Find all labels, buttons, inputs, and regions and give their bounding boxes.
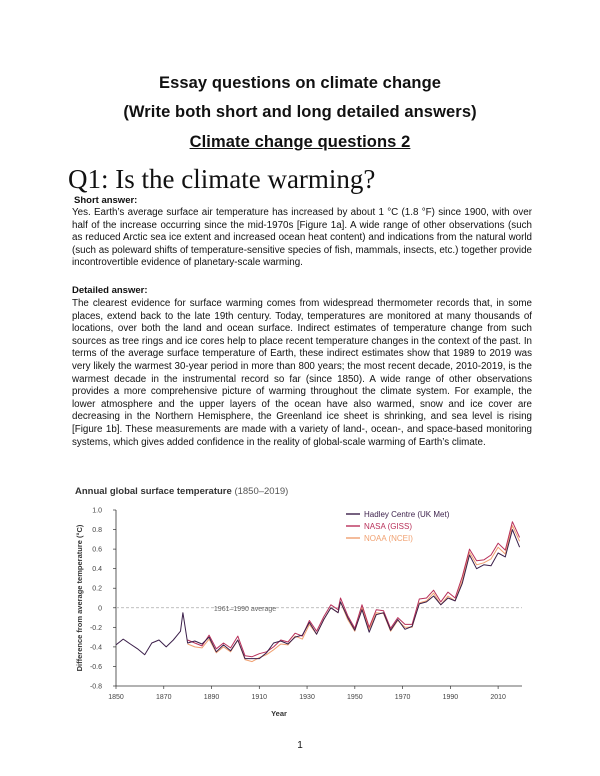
chart-subtitle: (1850–2019) [234,486,289,497]
question-title: Q1: Is the climate warming? [68,164,376,194]
x-tick-label: 1850 [108,694,124,701]
short-answer-text: Yes. Earth’s average surface air temperature has increased by about 1 °C (1.8 °F) since 1900, with over half of the increase occurring since the mid-1970s [Figure 1a]. A wide range of other observations (such as reduced Arctic sea ice extent and increased ocean heat content) and indications from the natural world (such as poleward shifts of temperature-sensitive species of fish, mammals, insects, etc.) together provide incontrovertible evidence of planetary-scale warming. [72,207,532,269]
series-line-0 [116,530,520,659]
y-tick-label: 0.8 [92,527,102,535]
x-tick-label: 1970 [394,694,411,701]
y-tick-label: 0.2 [92,585,102,593]
x-axis-label: Year [271,709,287,718]
heading-title: Essay questions on climate change [158,74,442,92]
detailed-answer-text: The clearest evidence for surface warming comes from widespread thermometer records that, in some places, extend back to the late 19th century. Today, temperatures are monitored at many thousands of locations, over both the land and ocean surface. Indirect estimates of temperature change from such sources as tree rings and ice cores help to place recent temperature changes in the context of the past. In terms of the average surface temperature of Earth, these indirect estimates show that 1989 to 2019 was very likely the warmest 30-year period in more than 800 years; the most recent decade, 2010-2019, is the warmest decade in the instrumental record so far (since 1850). A wide range of other observations provides a more comprehensive picture of warming throughout the climate system. For example, the lower atmosphere and the upper layers of the ocean have also warmed, snow and ice cover are decreasing in the Northern Hemisphere, the Greenland ice sheet is shrinking, and sea level is rising [Figure 1b]. These measurements are made with a variety of land-, ocean-, and space-based monitoring systems, which gives added confidence in the reality of global-scale warming of Earth’s climate. [72,298,532,448]
chart-title: Annual global surface temperature [75,486,232,497]
y-axis-label: Difference from average temperature (°C) [75,524,84,672]
legend-label-2: NOAA (NCEI) [364,534,413,543]
x-tick-label: 1950 [347,694,363,701]
legend-label-0: Hadley Centre (UK Met) [364,510,450,519]
y-tick-label: -0.2 [89,624,102,632]
x-tick-label: 1930 [299,694,315,701]
y-tick-label: -0.4 [89,644,102,652]
x-tick-label: 1910 [251,694,268,701]
chart-title-block [75,486,288,497]
temperature-line-chart [60,498,530,738]
heading-section: Climate change questions 2 [189,133,411,151]
baseline-label: 1961–1990 average [213,605,277,613]
y-tick-label: 0.6 [92,546,102,554]
x-tick-label: 1870 [155,694,172,701]
y-tick-label: -0.8 [89,683,102,691]
y-tick-label: -0.6 [89,663,102,671]
heading-instruction: (Write both short and long detailed answers) [123,103,477,121]
x-tick-label: 1890 [203,694,220,701]
y-tick-label: 0 [98,605,102,613]
series-line-1 [188,522,520,657]
detailed-answer-label: Detailed answer: [72,285,148,296]
y-tick-label: 1.0 [92,507,102,515]
y-tick-label: 0.4 [92,566,102,574]
x-tick-label: 2010 [490,694,506,701]
short-answer-label: Short answer: [74,195,138,206]
page-number: 1 [297,740,303,751]
x-tick-label: 1990 [442,694,459,701]
legend-label-1: NASA (GISS) [364,522,413,531]
